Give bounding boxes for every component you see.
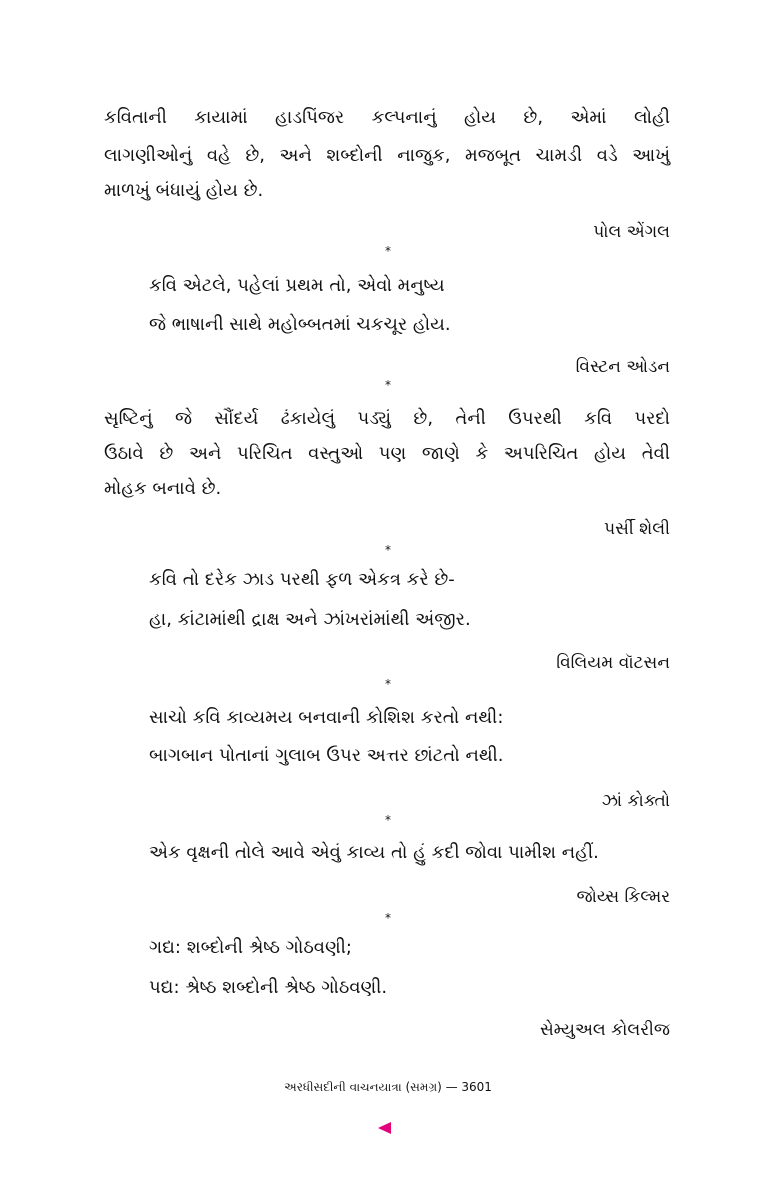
page-footer: અરધીસદીની વાચનયાત્રા (સમગ્ર) — 3601	[284, 1080, 492, 1094]
quote-6-line-1: એક વૃક્ષની તોલે આવે એવું કાવ્ય તો હું કદી જોવા પામીશ નહીં.	[149, 842, 599, 863]
quote-4-line-1: કવિ તો દરેક ઝાડ પરથી ફળ એકત્ર કરે છે-	[149, 569, 455, 590]
separator-star-3: *	[385, 543, 391, 557]
quote-2-author: વિસ્ટન ઓડન	[575, 357, 670, 377]
quote-2-line-2: જે ભાષાની સાથે મહોબ્બતમાં ચકચૂર હોય.	[149, 314, 451, 335]
quote-5-line-2: બાગબાન પોતાનાં ગુલાબ ઉપર અત્તર છાંટતો નથી.	[149, 745, 504, 766]
quote-1-line-1: કવિતાની કાયામાં હાડપિંજર કલ્પનાનું હોય છે, એમાં લોહી	[104, 107, 670, 128]
quote-3-line-2: ઉઠાવે છે અને પરિચિત વસ્તુઓ પણ જાણે કે અપરિચિત હોય તેવી	[104, 443, 670, 464]
quote-7-author: સેમ્યુઅલ કોલરીજ	[539, 1020, 670, 1040]
quote-7-line-2: પદ્ય: શ્રેષ્ઠ શબ્દોની શ્રેષ્ઠ ગોઠવણી.	[149, 977, 388, 998]
quote-2-line-1: કવિ એટલે, પહેલાં પ્રથમ તો, એવો મનુષ્ય	[149, 275, 445, 296]
separator-star-1: *	[385, 244, 391, 258]
separator-star-6: *	[385, 911, 391, 925]
quote-1-line-3: માળખું બંધાયું હોય છે.	[104, 180, 264, 201]
separator-star-5: *	[385, 813, 391, 827]
quote-4-line-2: હા, કાંટામાંથી દ્રાક્ષ અને ઝાંખરાંમાંથી અંજીર.	[149, 609, 471, 630]
separator-star-2: *	[385, 378, 391, 392]
previous-page-arrow-icon[interactable]	[378, 1122, 391, 1134]
quote-5-author: ઝાં કોક્તો	[601, 791, 670, 811]
quote-7-line-1: ગદ્ય: શબ્દોની શ્રેષ્ઠ ગોઠવણી;	[149, 937, 352, 958]
quote-3-author: પર્સી શેલી	[604, 519, 670, 539]
quote-3-line-1: સૃષ્ટિનું જે સૌંદર્ય ઢંકાયેલું પડ્યું છે, તેની ઉપરથી કવિ પરદો	[104, 408, 670, 429]
separator-star-4: *	[385, 677, 391, 691]
quote-4-author: વિલિયમ વૉટસન	[556, 653, 670, 673]
quote-5-line-1: સાચો કવિ કાવ્યમય બનવાની કોશિશ કરતો નથી:	[149, 707, 504, 728]
quote-6-author: જોય્સ કિલ્મર	[576, 887, 670, 907]
quote-1-line-2: લાગણીઓનું વહે છે, અને શબ્દોની નાજુક, મજબૂત ચામડી વડે આખું	[104, 145, 670, 166]
quote-3-line-3: મોહક બનાવે છે.	[104, 478, 222, 499]
quote-1-author: પોલ એંગલ	[593, 222, 670, 242]
